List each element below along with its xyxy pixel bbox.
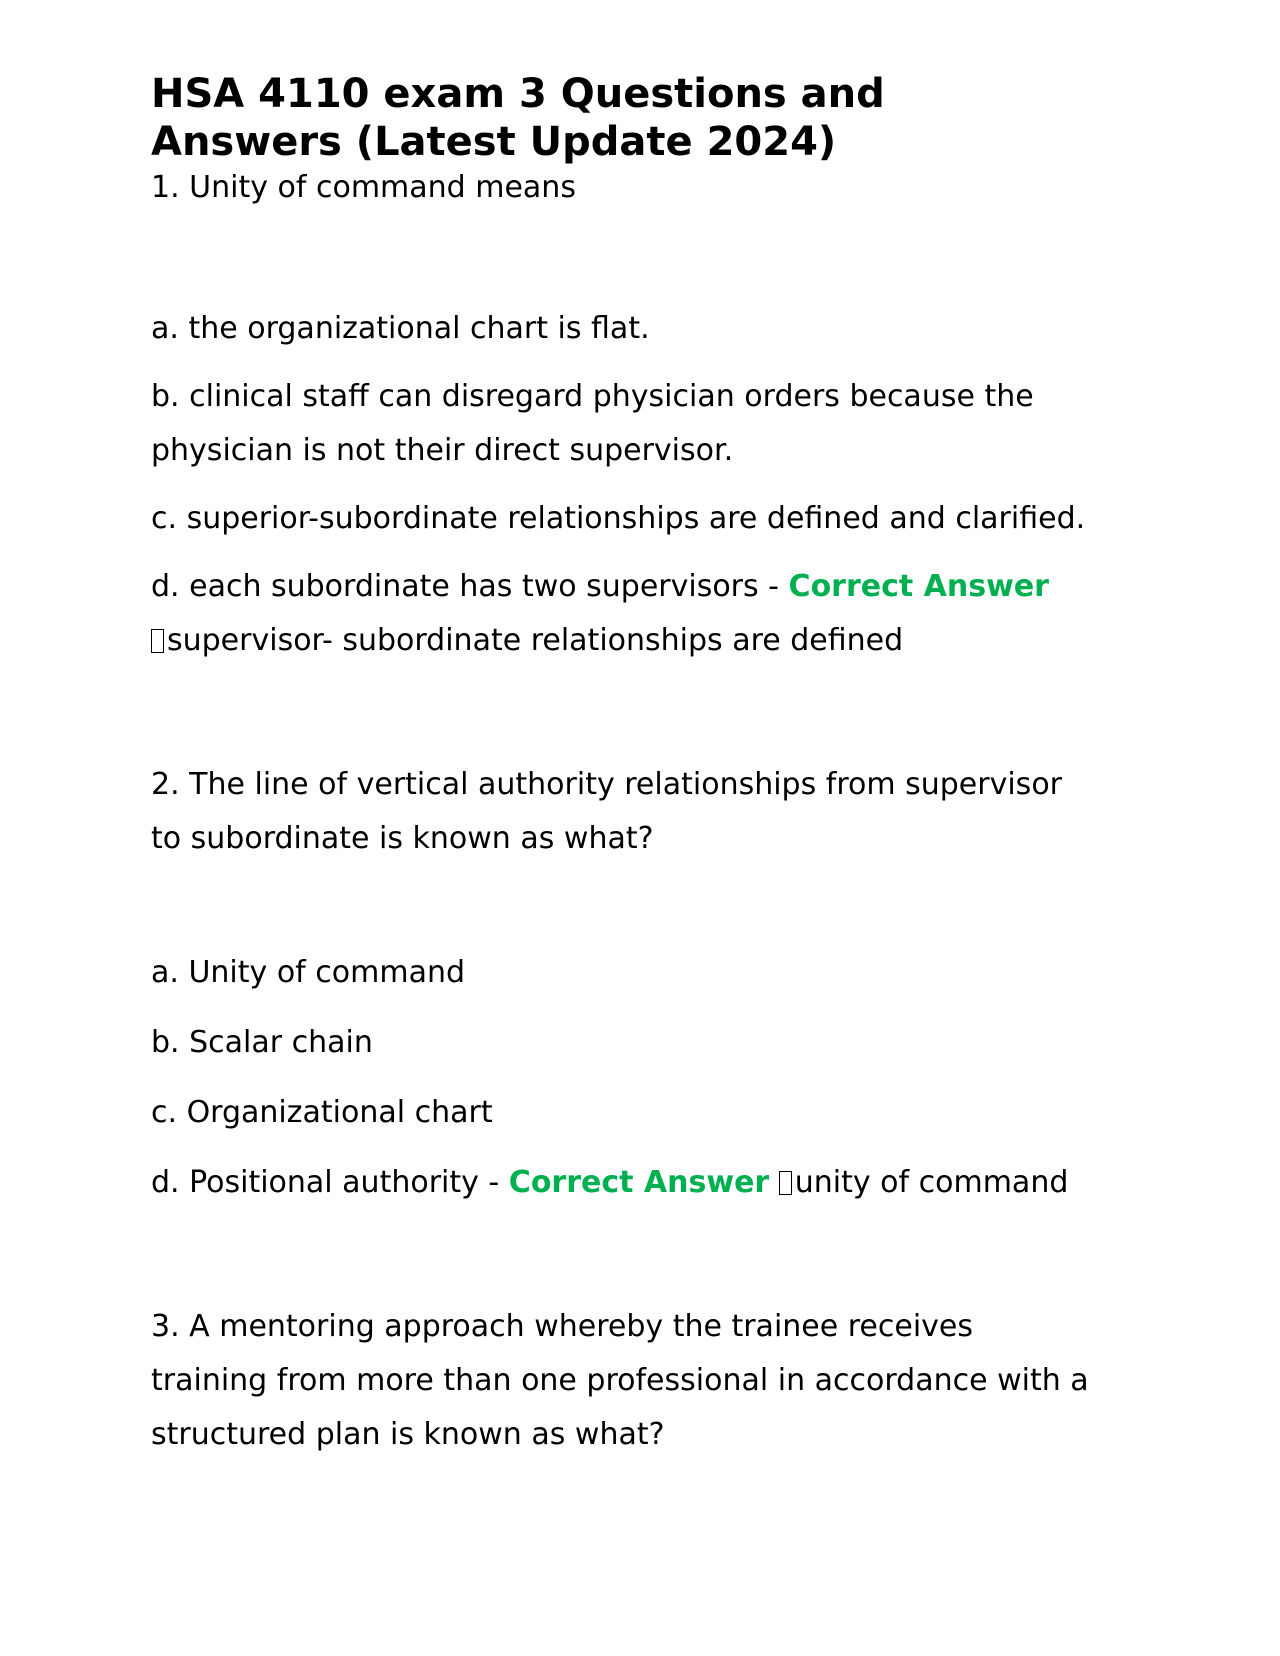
question-1-prompt: 1. Unity of command means bbox=[151, 170, 576, 205]
title-line-2: Answers (Latest Update 2024) bbox=[151, 119, 837, 165]
question-1-option-d-text: d. each subordinate has two supervisors - bbox=[151, 569, 789, 604]
question-1-option-b: b. clinical staff can disregard physician orders because the physician is not their direct supervisor. bbox=[151, 379, 1034, 468]
question-2-answer: unity of command bbox=[794, 1165, 1069, 1200]
correct-answer-label: Correct Answer bbox=[788, 569, 1049, 604]
question-2-option-d-text: d. Positional authority - bbox=[151, 1165, 509, 1200]
question-1-answer: supervisor- subordinate relationships are defined bbox=[167, 623, 904, 658]
missing-glyph-icon bbox=[151, 629, 164, 653]
document-page bbox=[151, 70, 1141, 1462]
question-2-option-b: b. Scalar chain bbox=[151, 1025, 373, 1060]
title-line-1: HSA 4110 exam 3 Questions and bbox=[151, 71, 885, 117]
question-2-option-c: c. Organizational chart bbox=[151, 1095, 493, 1130]
correct-answer-label: Correct Answer bbox=[508, 1165, 770, 1200]
question-2-prompt: 2. The line of vertical authority relationships from supervisor to subordinate is known as what? bbox=[151, 767, 1063, 856]
question-1 bbox=[151, 166, 1141, 668]
question-2-option-d bbox=[151, 1156, 1141, 1210]
missing-glyph-icon bbox=[779, 1171, 792, 1195]
question-1-option-a: a. the organizational chart is flat. bbox=[151, 311, 650, 346]
question-1-option-d bbox=[151, 560, 1091, 668]
question-2 bbox=[151, 758, 1141, 1210]
question-3 bbox=[151, 1300, 1141, 1462]
question-3-prompt: 3. A mentoring approach whereby the trainee receives training from more than one professional in accordance with a structured plan is known as what? bbox=[151, 1309, 1089, 1452]
question-2-option-a: a. Unity of command bbox=[151, 955, 466, 990]
document-title bbox=[151, 70, 1141, 166]
question-1-option-c: c. superior-subordinate relationships are defined and clarified. bbox=[151, 501, 1086, 536]
